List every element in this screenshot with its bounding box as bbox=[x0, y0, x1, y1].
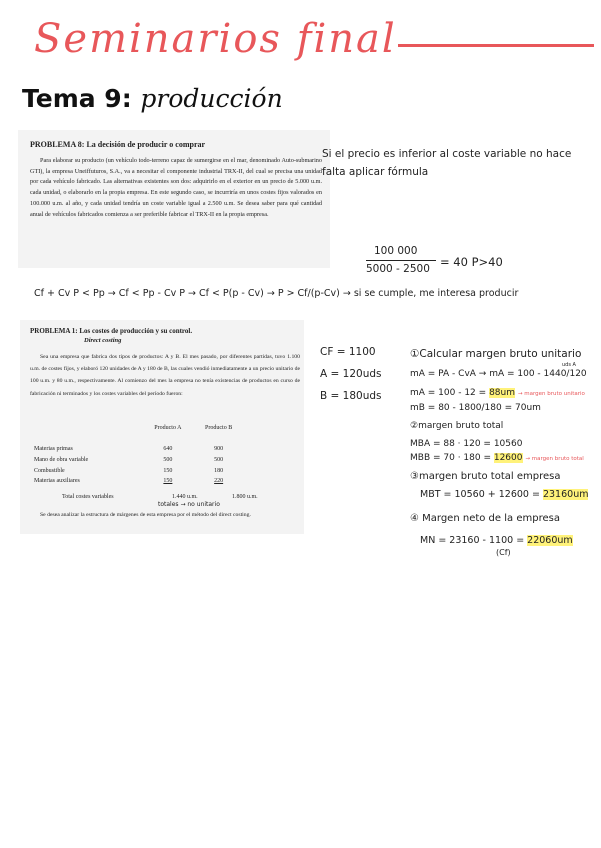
cell-b: 180 bbox=[214, 467, 224, 474]
subtitle-prefix: Tema 9: bbox=[22, 84, 141, 113]
step3-line bbox=[420, 489, 588, 500]
subtitle-topic: producción bbox=[140, 84, 283, 113]
note8-line2: falta aplicar fórmula bbox=[322, 166, 429, 178]
problem8-scan bbox=[18, 130, 330, 268]
step2-line1: MBA = 88 · 120 = 10560 bbox=[410, 439, 523, 449]
step2-line2 bbox=[410, 453, 584, 463]
given-b: B = 180uds bbox=[320, 390, 382, 402]
step1-small-note: uds A bbox=[562, 362, 576, 368]
row-label: Combustible bbox=[34, 467, 65, 474]
step1-line2-highlight: 88um bbox=[489, 388, 515, 398]
step4-line bbox=[420, 535, 573, 546]
cell-a: 500 bbox=[163, 457, 173, 464]
cell-b: 900 bbox=[214, 446, 224, 453]
total-b: 1.800 u.m. bbox=[232, 494, 258, 500]
step1-line2 bbox=[410, 388, 585, 398]
note8-line1: Si el precio es inferior al coste variable no hace bbox=[322, 148, 572, 160]
row-label: Mano de obra variable bbox=[34, 457, 89, 464]
table-row bbox=[34, 444, 244, 455]
problem1-scan bbox=[20, 320, 304, 534]
step1-title: ①Calcular margen bruto unitario bbox=[410, 348, 582, 360]
step1-line1: mA = PA - CvA → mA = 100 - 1440/120 bbox=[410, 369, 587, 379]
given-cf: CF = 1100 bbox=[320, 346, 376, 358]
step4-sub: (Cf) bbox=[496, 548, 511, 557]
problem8-body: Para elaborar su producto (un vehículo todo-terreno capaz de sumergirse en el mar, denominado Auto-submarino GTI), la empresa Uneiffuturos, S.A., va a necesitar el componente industrial TRX-II, del cual se precisa una unidad por cada vehículo fabricado. Las alternativas existentes son dos: adquirirlo en el exterior en un precio de 5.000 u.m. cada unidad, o elaborarlo en la propia empresa. En este segundo caso, se incurriría en unos costes fijos valorados en 100.000 u.m. al año, y cada unidad tendría un coste variable igual a 2.500 u.m. Se desea saber para qué cantidad anual de vehículos fabricados comienza a ser preferible fabricar el TRX-II en la propia empresa. bbox=[30, 157, 322, 218]
total-handwritten-note: totales → no unitario bbox=[158, 501, 220, 508]
step3-title: ③margen bruto total empresa bbox=[410, 471, 561, 482]
variable-costs-table bbox=[34, 423, 244, 487]
col-header-b: Producto B bbox=[205, 425, 233, 432]
cell-b: 500 bbox=[214, 457, 224, 464]
step3-line-highlight: 23160um bbox=[542, 489, 589, 500]
step1-line3: mB = 80 - 1800/180 = 70um bbox=[410, 403, 541, 413]
col-header-a: Producto A bbox=[154, 425, 182, 432]
fraction-bar bbox=[366, 260, 436, 261]
step4-title: ④ Margen neto de la empresa bbox=[410, 513, 560, 524]
fraction-numerator: 100 000 bbox=[374, 245, 418, 257]
fraction-result: = 40 P>40 bbox=[440, 255, 503, 269]
cell-b: 220 bbox=[214, 478, 224, 485]
problem1-heading: PROBLEMA 1: Los costes de producción y su control. bbox=[30, 327, 193, 335]
title-underline bbox=[398, 44, 594, 47]
cell-a: 150 bbox=[163, 467, 173, 474]
step4-line-highlight: 22060um bbox=[527, 535, 573, 546]
total-label: Total costes variables bbox=[62, 494, 114, 500]
total-a: 1.440 u.m. bbox=[172, 494, 198, 500]
row-label: Materias primas bbox=[34, 446, 73, 453]
table-row bbox=[34, 455, 244, 466]
step2-line2-highlight: 12600 bbox=[493, 453, 523, 463]
step2-line2-text: MBB = 70 · 180 = bbox=[410, 453, 494, 463]
problem8-heading: PROBLEMA 8: La decisión de producir o comprar bbox=[30, 140, 206, 149]
table-row bbox=[34, 476, 244, 487]
table-row bbox=[34, 465, 244, 476]
table-header-row bbox=[34, 423, 244, 434]
problem1-subheading: Direct costing bbox=[84, 337, 122, 344]
step4-line-text: MN = 23160 - 1100 = bbox=[420, 535, 528, 546]
page-title: Seminarios final bbox=[34, 16, 397, 62]
formula-line: Cf + Cv P < Pp → Cf < Pp - Cv P → Cf < P(p - Cv) → P > Cf/(p-Cv) → si se cumple, me interesa producir bbox=[34, 288, 519, 299]
step1-line2-note: → margen bruto unitario bbox=[517, 391, 585, 397]
step2-title: ②margen bruto total bbox=[410, 421, 504, 431]
given-a: A = 120uds bbox=[320, 368, 382, 380]
row-label: Materias auxiliares bbox=[34, 478, 80, 485]
section-subtitle bbox=[22, 84, 283, 113]
step3-line-text: MBT = 10560 + 12600 = bbox=[420, 489, 543, 500]
fraction-denominator: 5000 - 2500 bbox=[366, 263, 430, 275]
step2-line2-note: → margen bruto total bbox=[525, 456, 584, 462]
cell-a: 150 bbox=[163, 478, 173, 485]
problem1-footer: Se desea analizar la estructura de márgenes de esta empresa por el método del direct costing. bbox=[40, 512, 251, 518]
problem1-body: Sea una empresa que fabrica dos tipos de productos: A y B. El mes pasado, por diferentes partidas, tuvo 1.100 u.m. de costes fijos, y elaboró 120 unidades de A y 180 de B, las cuales vendió inmediatamente a un precio unitario de 100 u.m. y 80 u.m., respectivamente. Al comienzo del mes la empresa no tenía existencias de productos en curso de fabricación ni terminados y los costes variables del período fueron: bbox=[30, 354, 300, 397]
cell-a: 640 bbox=[163, 446, 173, 453]
step1-line2-text: mA = 100 - 12 = bbox=[410, 388, 490, 398]
